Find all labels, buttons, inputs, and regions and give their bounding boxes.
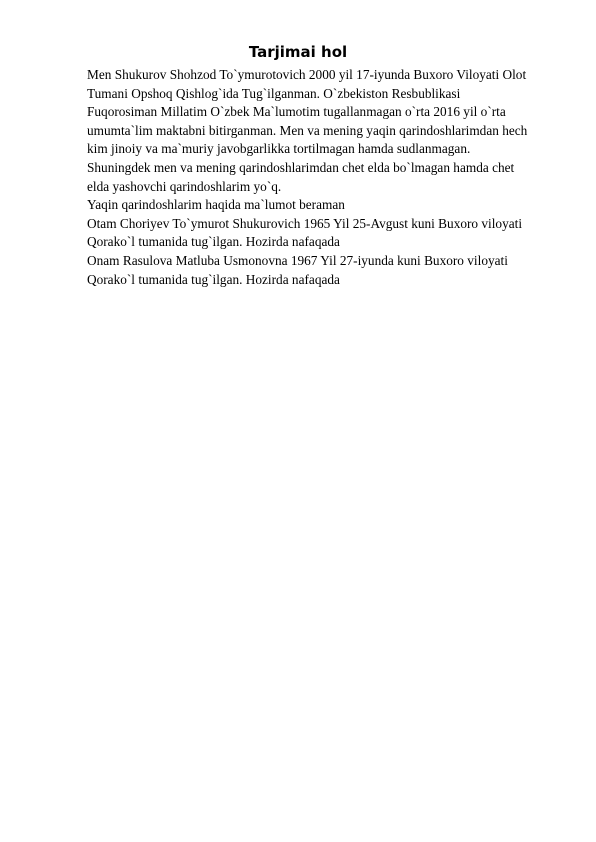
- document-body: [87, 66, 567, 289]
- body-line-10: Qorako`l tumanida tug`ilgan. Hozirda nafaqada: [87, 234, 340, 250]
- body-line-9: Otam Choriyev To`ymurot Shukurovich 1965 Yil 25-Avgust kuni Buxoro viloyati: [87, 215, 523, 231]
- body-line-12: Qorako`l tumanida tug`ilgan. Hozirda nafaqada: [87, 271, 340, 287]
- document-title: Tarjimai hol: [248, 43, 348, 61]
- body-line-3: Fuqorosiman Millatim O`zbek Ma`lumotim tugallanmagan o`rta 2016 yil o`rta: [87, 104, 506, 120]
- body-line-4: umumta`lim maktabni bitirganman. Men va mening yaqin qarindoshlarimdan hech: [87, 122, 528, 138]
- body-line-2: Tumani Opshoq Qishlog`ida Tug`ilganman. O`zbekiston Resbublikasi: [87, 85, 461, 101]
- body-line-1: Men Shukurov Shohzod To`ymurotovich 2000 yil 17-iyunda Buxoro Viloyati Olot: [87, 67, 527, 82]
- body-line-7: elda yashovchi qarindoshlarim yo`q.: [87, 178, 282, 194]
- body-line-11: Onam Rasulova Matluba Usmonovna 1967 Yil 27-iyunda kuni Buxoro viloyati: [87, 252, 508, 268]
- body-line-8: Yaqin qarindoshlarim haqida ma`lumot beraman: [87, 197, 345, 213]
- body-line-6: Shuningdek men va mening qarindoshlarimdan chet elda bo`lmagan hamda chet: [87, 159, 515, 175]
- body-line-5: kim jinoiy va ma`muriy javobgarlikka tortilmagan hamda sudlanmagan.: [87, 141, 471, 157]
